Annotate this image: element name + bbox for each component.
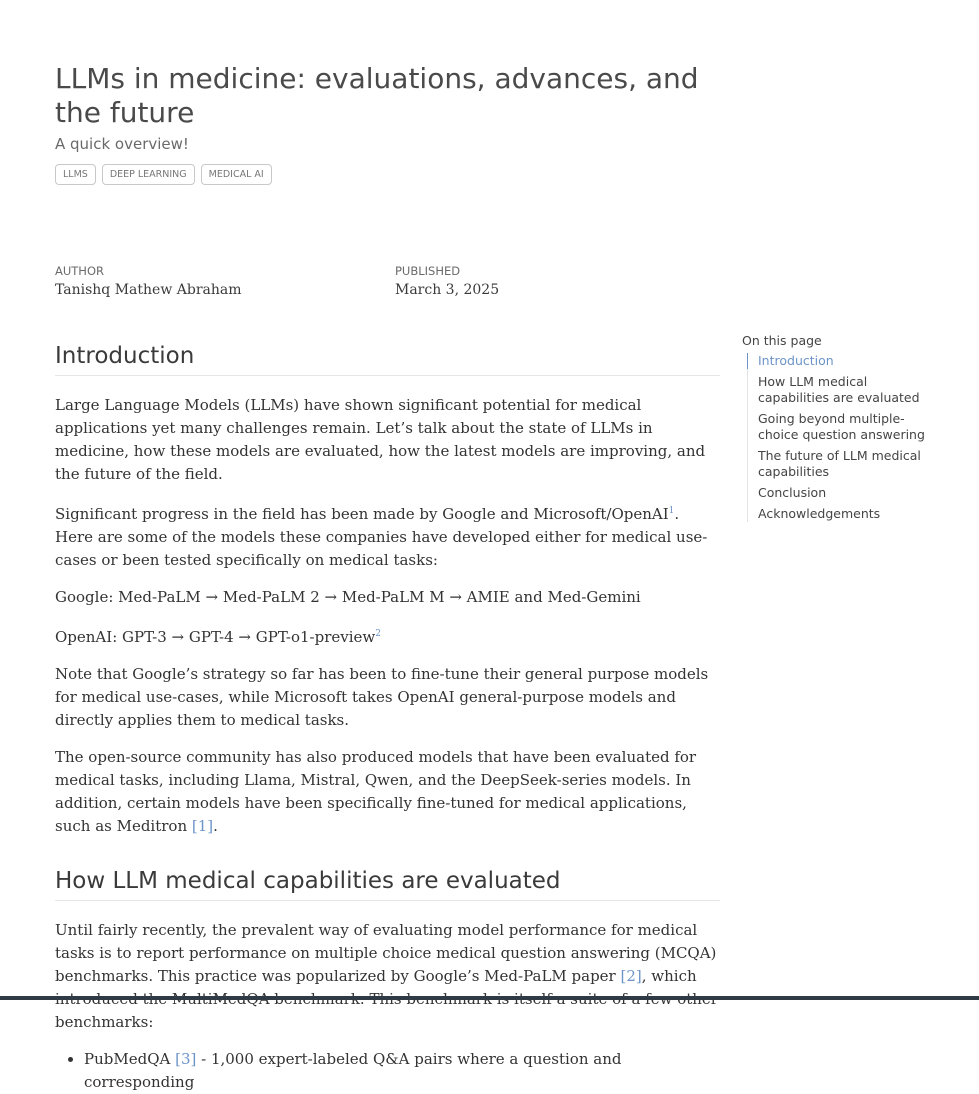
author-name: Tanishq Mathew Abraham (55, 282, 242, 298)
citation-2-link[interactable]: [2] (620, 967, 642, 985)
bottom-edge-bar (0, 996, 979, 1000)
citation-3-link[interactable]: [3] (175, 1050, 197, 1068)
tag-llms[interactable]: LLMS (55, 164, 96, 185)
toc-item-introduction[interactable]: Introduction (758, 353, 936, 369)
paragraph-text: , which benchmarks: (55, 967, 697, 1031)
list-item (84, 1048, 720, 1094)
paragraph-text: Until fairly recently, the prevalent way of evaluating model performance for medical tasks is to report performance on multiple choice medical question answering (MCQA) benchmarks. This practice was popularized by Google’s Med-PaLM paper (55, 921, 717, 985)
intro-paragraph-2 (55, 500, 720, 572)
published-label: PUBLISHED (395, 264, 461, 278)
intro-paragraph-6 (55, 746, 720, 838)
tag-list (55, 164, 272, 185)
footnote-2-link[interactable]: 2 (375, 629, 381, 639)
section-heading-evaluation: How LLM medical capabilities are evaluated (55, 868, 720, 901)
list-item-text: PubMedQA (84, 1050, 176, 1068)
toc-item-evaluation[interactable]: How LLM medical capabilities are evaluated (758, 374, 920, 405)
page-subtitle: A quick overview! (55, 135, 189, 153)
intro-paragraph-1: Large Language Models (LLMs) have shown significant potential for medical applications yet many challenges remain. Let’s talk about the state of LLMs in medicine, how these models are evaluated, how the latest models are improving, and the future of the field. (55, 396, 706, 483)
google-models-line: Google: Med-PaLM → Med-PaLM 2 → Med-PaLM M → AMIE and Med-Gemini (55, 588, 641, 606)
eval-paragraph-1 (55, 919, 720, 1034)
section-heading-introduction: Introduction (55, 343, 720, 376)
paragraph-text: Significant progress in the field has been made by Google and Microsoft/OpenAI (55, 505, 669, 523)
tag-medical-ai[interactable]: MEDICAL AI (201, 164, 272, 185)
footnote-1-link[interactable]: 1 (668, 506, 675, 516)
paragraph-text: The open-source community has also produced models that have been evaluated for medical tasks, including Llama, Mistral, Qwen, and the DeepSeek-series models. In addition, certain models have been specifically fine-tuned for medical applications, such as Meditron (55, 748, 697, 835)
benchmark-list (55, 1048, 720, 1094)
toc-list (747, 353, 942, 522)
page-title: LLMs in medicine: evaluations, advances, and the future (55, 62, 699, 129)
toc-item-future[interactable]: The future of LLM medical capabilities (758, 448, 921, 479)
author-label: AUTHOR (55, 264, 104, 278)
paragraph-text: . (213, 817, 218, 835)
paragraph-text: OpenAI: GPT-3 → GPT-4 → GPT-o1-preview (55, 628, 376, 646)
intro-paragraph-5: Note that Google’s strategy so far has been to fine-tune their general purpose models for medical use-cases, while Microsoft takes OpenAI general-purpose models and directly applies them to medical tasks. (55, 665, 709, 729)
toc-item-acknowledgements[interactable]: Acknowledgements (758, 506, 881, 521)
openai-models-line (55, 623, 720, 649)
published-date: March 3, 2025 (395, 282, 500, 298)
list-item-text: - 1,000 expert-labeled Q&A pairs where a question and corresponding (84, 1050, 622, 1091)
article-body (55, 343, 720, 1094)
table-of-contents (742, 333, 942, 527)
toc-title: On this page (742, 333, 822, 348)
toc-item-conclusion[interactable]: Conclusion (758, 485, 827, 500)
citation-1-link[interactable]: [1] (191, 817, 214, 835)
toc-item-beyond-mcqa[interactable]: Going beyond multiple-choice question answering (758, 411, 925, 442)
tag-deep-learning[interactable]: DEEP LEARNING (102, 164, 195, 185)
paragraph-text: . Here are some of the models these companies have developed either for medical use-cases or been tested specifically on medical tasks: (55, 505, 708, 569)
